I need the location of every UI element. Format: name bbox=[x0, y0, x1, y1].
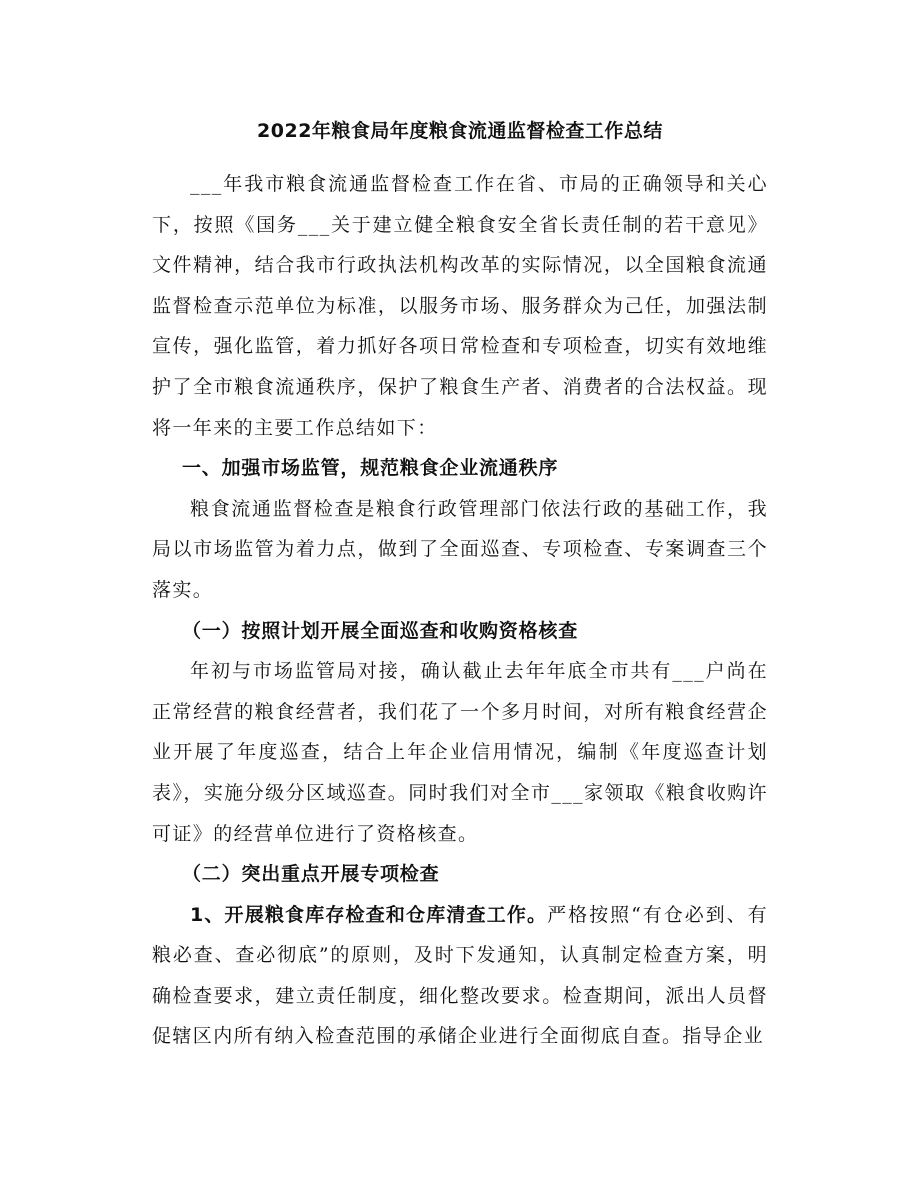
item-text: 严格按照“有仓必到、有粮必查、查必彻底”的原则，及时下发通知，认真制定检查方案，明确检查要求，建立责任制度，细化整改要求。检查期间，派出人员督促辖区内所有纳入检查范围的承储企业进行全面彻底自查。指导企业 bbox=[152, 903, 768, 1048]
subsection-heading: （一）按照计划开展全面巡查和收购资格核查 bbox=[182, 619, 579, 642]
item-paragraph bbox=[152, 895, 768, 1057]
section-paragraph: 粮食流通监督检查是粮食行政管理部门依法行政的基础工作，我局以市场监管为着力点，做到了全面巡查、专项检查、专案调查三个落实。 bbox=[152, 497, 768, 601]
section-heading: 一、加强市场监管，规范粮食企业流通秩序 bbox=[182, 457, 559, 480]
item-lead: 1、开展粮食库存检查和仓库清查工作。 bbox=[190, 903, 548, 926]
document-title: 2022年粮食局年度粮食流通监督检查工作总结 bbox=[257, 120, 663, 142]
intro-paragraph: ___年我市粮食流通监督检查工作在省、市局的正确领导和关心下，按照《国务___关于建立健全粮食安全省长责任制的若干意见》文件精神，结合我市行政执法机构改革的实际情况，以全国粮食流通监督检查示范单位为标准，以服务市场、服务群众为己任，加强法制宣传，强化监管，着力抓好各项日常检查和专项检查，切实有效地维护了全市粮食流通秩序，保护了粮食生产者、消费者的合法权益。现将一年来的主要工作总结如下： bbox=[152, 173, 768, 439]
subsection-heading: （二）突出重点开展专项检查 bbox=[182, 863, 440, 886]
subsection-paragraph: 年初与市场监管局对接，确认截止去年年底全市共有___户尚在正常经营的粮食经营者，我们花了一个多月时间，对所有粮食经营企业开展了年度巡查，结合上年企业信用情况，编制《年度巡查计划表》，实施分级分区域巡查。同时我们对全市___家领取《粮食收购许可证》的经营单位进行了资格核查。 bbox=[152, 660, 768, 845]
